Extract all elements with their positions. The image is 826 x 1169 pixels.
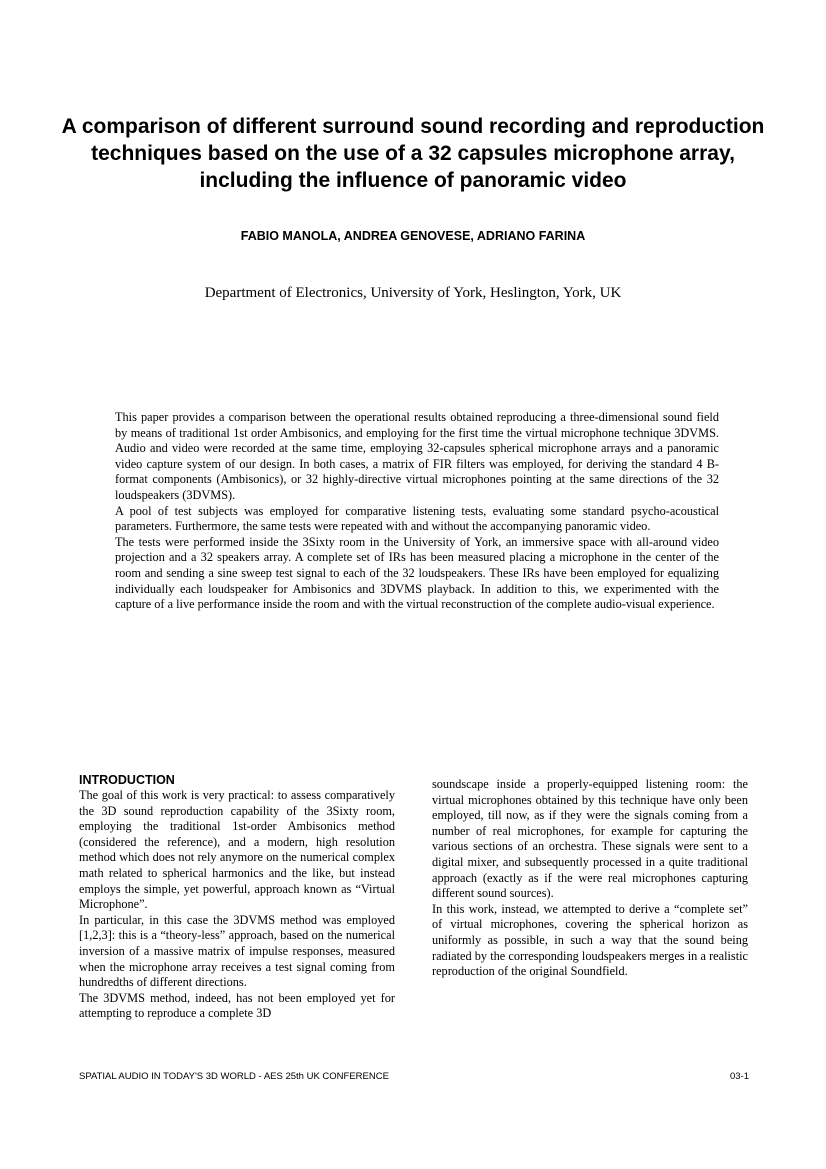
intro-paragraph-2: In particular, in this case the 3DVMS method was employed [1,2,3]: this is a “theory-less” approach, based on the numerical inversion of a massive matrix of impulse responses, measured when the microphone array receives a test signal coming from hundredths of different directions. (79, 912, 395, 990)
section-heading-introduction: INTRODUCTION (79, 773, 175, 787)
abstract (115, 410, 719, 613)
affiliation: Department of Electronics, University of York, Heslington, York, UK (204, 285, 622, 301)
left-column (79, 773, 395, 1022)
intro-paragraph-1: The goal of this work is very practical: to assess comparatively the 3D sound reproduction capability of the 3Sixty room, employing the traditional 1st-order Ambisonics method (considered the reference), and a modern, high resolution method which does not rely anymore on the numerical complex math related to spherical harmonics and the like, but instead employs the simple, yet powerful, approach known as “Virtual Microphone”. (79, 788, 395, 912)
intro-paragraph-5: In this work, instead, we attempted to derive a “complete set” of virtual microphones, covering the spherical horizon as uniformly as possible, in such a way that the sound being radiated by the corresponding loudspeakers merges in a realistic reproduction of the original Soundfield. (432, 901, 748, 979)
intro-paragraph-4: soundscape inside a properly-equipped listening room: the virtual microphones obtained by this technique have only been employed, till now, as if they were the signals coming from a number of real microphones, for example for capturing the various sections of an orchestra. These signals were sent to a digital mixer, and subsequently processed in a quite traditional approach (exactly as if the were real microphones capturing different sound sources). (432, 777, 748, 901)
page-number: 03-1 (729, 1071, 749, 1082)
intro-paragraph-3: The 3DVMS method, indeed, has not been employed yet for attempting to reproduce a complete 3D (79, 990, 395, 1021)
abstract-paragraph-1: This paper provides a comparison between the operational results obtained reproducing a three-dimensional sound field by means of traditional 1st order Ambisonics, and employing for the first time the virtual microphone technique 3DVMS. Audio and video were recorded at the same time, employing 32-capsules spherical microphone arrays and a panoramic video capture system of our design. In both cases, a matrix of FIR filters was employed, for deriving the standard 4 B-format components (Ambisonics), or 32 highly-directive virtual microphones pointing at the same directions of the 32 loudspeakers (3DVMS). (115, 410, 719, 502)
footer-conference: SPATIAL AUDIO IN TODAY'S 3D WORLD - AES 25th UK CONFERENCE (79, 1071, 389, 1082)
abstract-paragraph-2: A pool of test subjects was employed for comparative listening tests, evaluating some standard psycho-acoustical parameters. Furthermore, the same tests were repeated with and without the accompanying panoramic video. (115, 503, 719, 534)
author-list: FABIO MANOLA, ANDREA GENOVESE, ADRIANO FARINA (240, 229, 586, 243)
paper-title: A comparison of different surround sound recording and reproduction techniques based on the use of a 32 capsules microphone array, including the influence of panoramic video (61, 115, 765, 192)
right-column (432, 777, 748, 980)
abstract-paragraph-3: The tests were performed inside the 3Sixty room in the University of York, an immersive space with all-around video projection and a 32 speakers array. A complete set of IRs has been measured placing a microphone in the center of the room and sending a sine sweep test signal to each of the 32 loudspeakers. These IRs have been employed for equalizing individually each loudspeaker for Ambisonics and 3DVMS playback. In addition to this, we experimented with the capture of a live performance inside the room and with the virtual reconstruction of the complete audio-visual experience. (115, 534, 719, 612)
